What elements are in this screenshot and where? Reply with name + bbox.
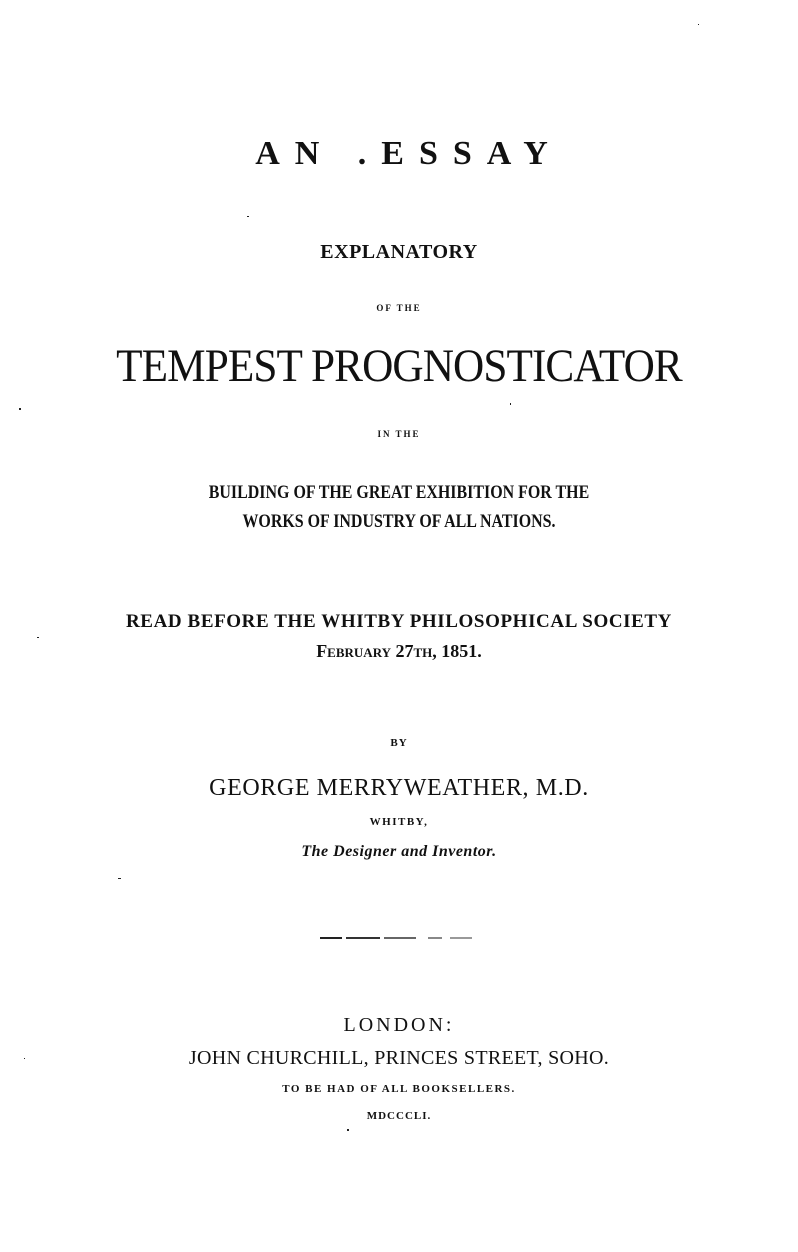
connector-of-the: OF THE	[376, 303, 422, 313]
imprint-year: MDCCCLI.	[366, 1110, 432, 1122]
imprint-city: LONDON:	[343, 1014, 455, 1036]
location-line-2: WORKS OF INDUSTRY OF ALL NATIONS.	[242, 511, 556, 532]
scan-speck	[118, 878, 121, 879]
location-line-1: BUILDING OF THE GREAT EXHIBITION FOR THE	[208, 482, 590, 503]
author-place: WHITBY,	[369, 816, 429, 828]
scan-speck	[510, 403, 511, 405]
subtitle-explanatory: EXPLANATORY	[320, 241, 478, 263]
read-before-line: READ BEFORE THE WHITBY PHILOSOPHICAL SOCIETY	[125, 611, 673, 632]
scan-speck	[19, 408, 21, 410]
connector-in-the: IN THE	[377, 429, 421, 439]
scan-speck	[347, 1129, 349, 1131]
header-title: AN .ESSAY	[255, 135, 563, 172]
scan-speck	[247, 216, 249, 217]
author-role: The Designer and Inventor.	[301, 843, 497, 860]
scan-speck	[698, 24, 699, 25]
by-label: BY	[390, 737, 408, 749]
main-title: TEMPEST PROGNOSTICATOR	[116, 340, 682, 392]
imprint-note: TO BE HAD OF ALL BOOKSELLERS.	[282, 1083, 516, 1095]
scan-speck	[37, 637, 39, 638]
imprint-publisher: JOHN CHURCHILL, PRINCES STREET, SOHO.	[188, 1047, 610, 1069]
author-name: GEORGE MERRYWEATHER, M.D.	[209, 775, 589, 801]
date-line: February 27th, 1851.	[316, 641, 482, 661]
divider-rule	[320, 937, 472, 939]
scan-speck	[24, 1058, 25, 1059]
